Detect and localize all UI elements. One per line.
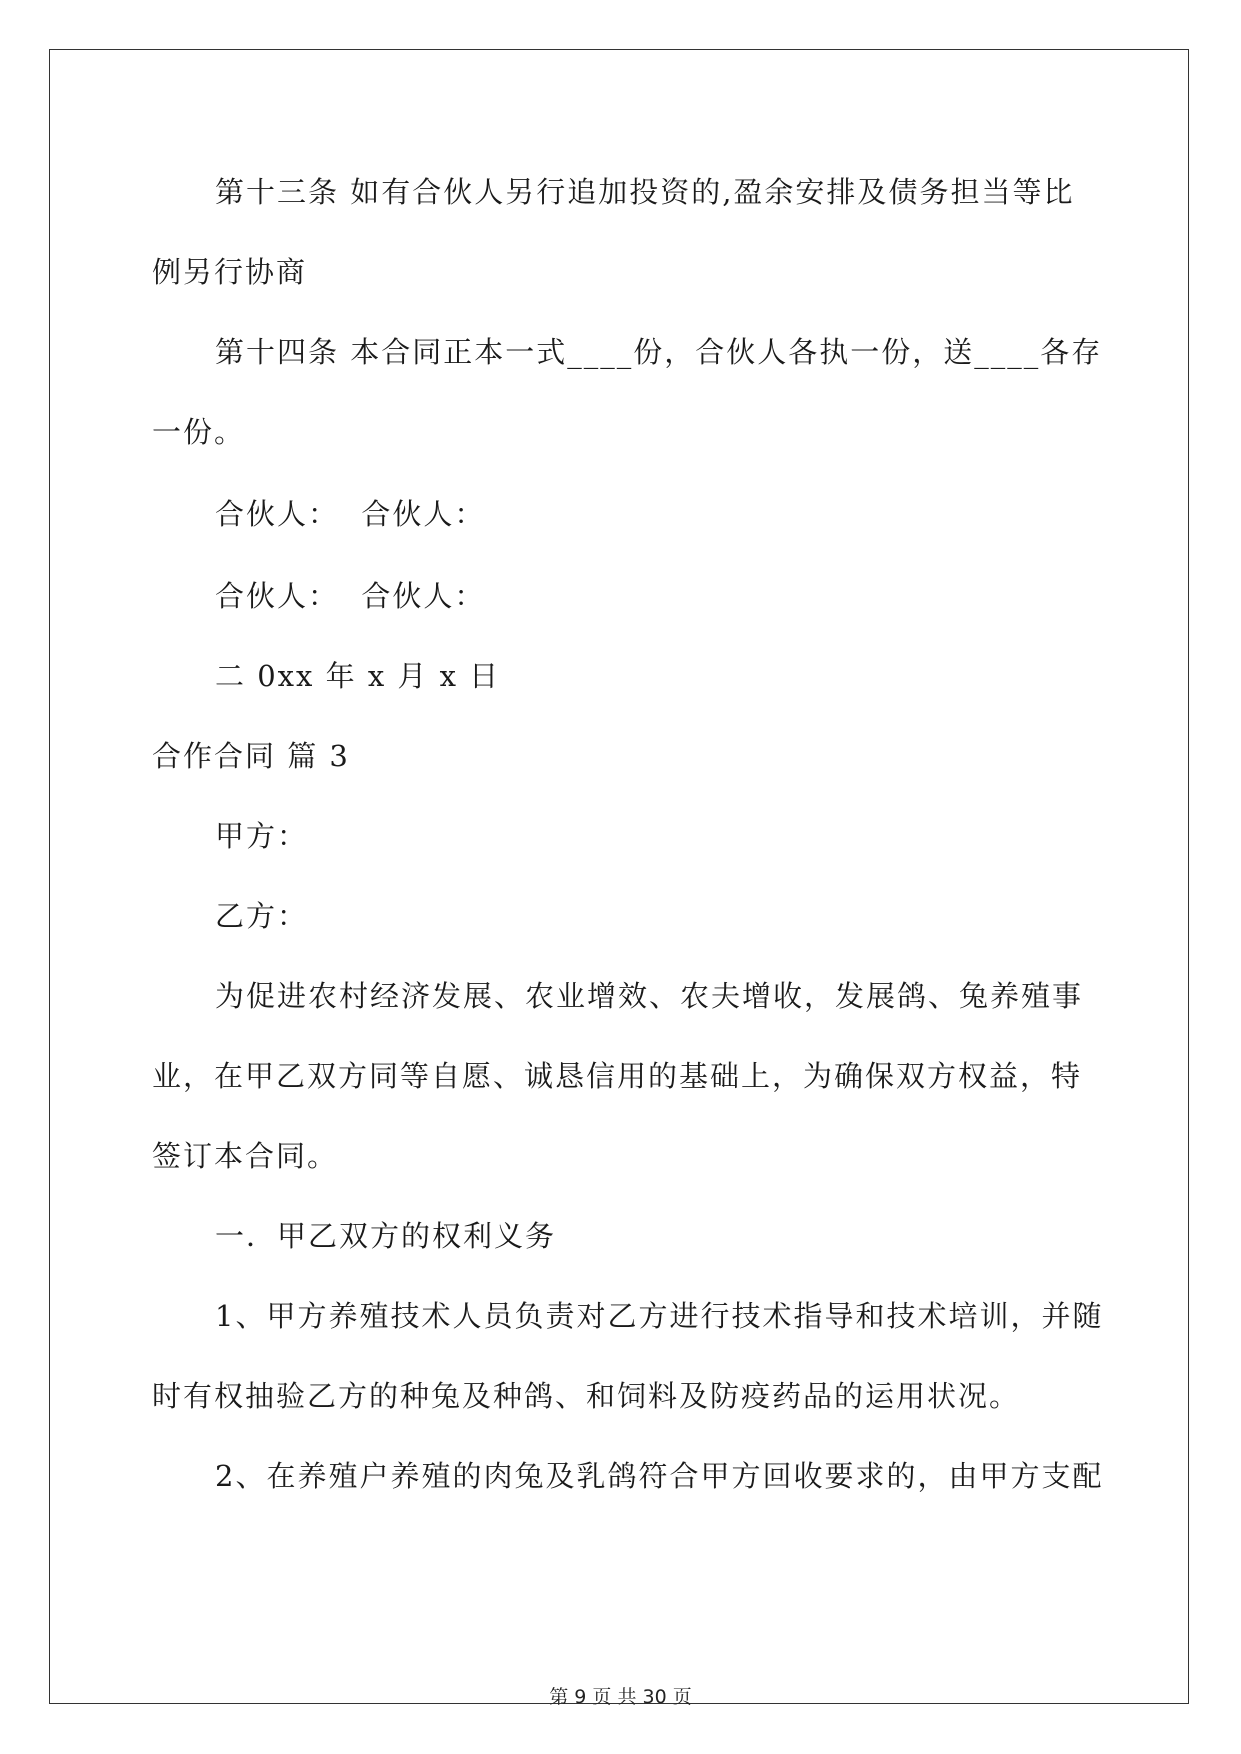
partners-signature-row-2: 合伙人： 合伙人： [215,579,486,613]
clause-1-line-1: 1、甲方养殖技术人员负责对乙方进行技术指导和技术培训，并随 [215,1299,1104,1333]
preamble-line-1: 为促进农村经济发展、农业增效、农夫增收，发展鸽、兔养殖事 [215,979,1084,1013]
partners-signature-row-1: 合伙人： 合伙人： [215,497,486,531]
preamble-line-2: 业，在甲乙双方同等自愿、诚恳信用的基础上，为确保双方权益，特 [152,1059,1083,1093]
preamble-line-3: 签订本合同。 [152,1139,339,1173]
article-14-line-1: 第十四条 本合同正本一式____份，合伙人各执一份，送____各存 [215,335,1103,369]
section-heading: 合作合同 篇 3 [152,739,350,773]
rights-obligations-heading: 一．甲乙双方的权利义务 [215,1219,557,1253]
party-b-label: 乙方： [215,899,309,933]
clause-1-line-2: 时有权抽验乙方的种兔及种鸽、和饲料及防疫药品的运用状况。 [152,1379,1021,1413]
party-a-label: 甲方： [215,819,309,853]
page-number-footer: 第 9 页 共 30 页 [549,1686,692,1708]
article-13-line-2: 例另行协商 [152,255,308,289]
clause-2-line-1: 2、在养殖户养殖的肉兔及乳鸽符合甲方回收要求的，由甲方支配 [215,1459,1104,1493]
signing-date: 二 0xx 年 x 月 x 日 [215,659,501,693]
article-14-line-2: 一份。 [152,415,246,449]
article-13-line-1: 第十三条 如有合伙人另行追加投资的,盈余安排及债务担当等比 [215,175,1075,209]
